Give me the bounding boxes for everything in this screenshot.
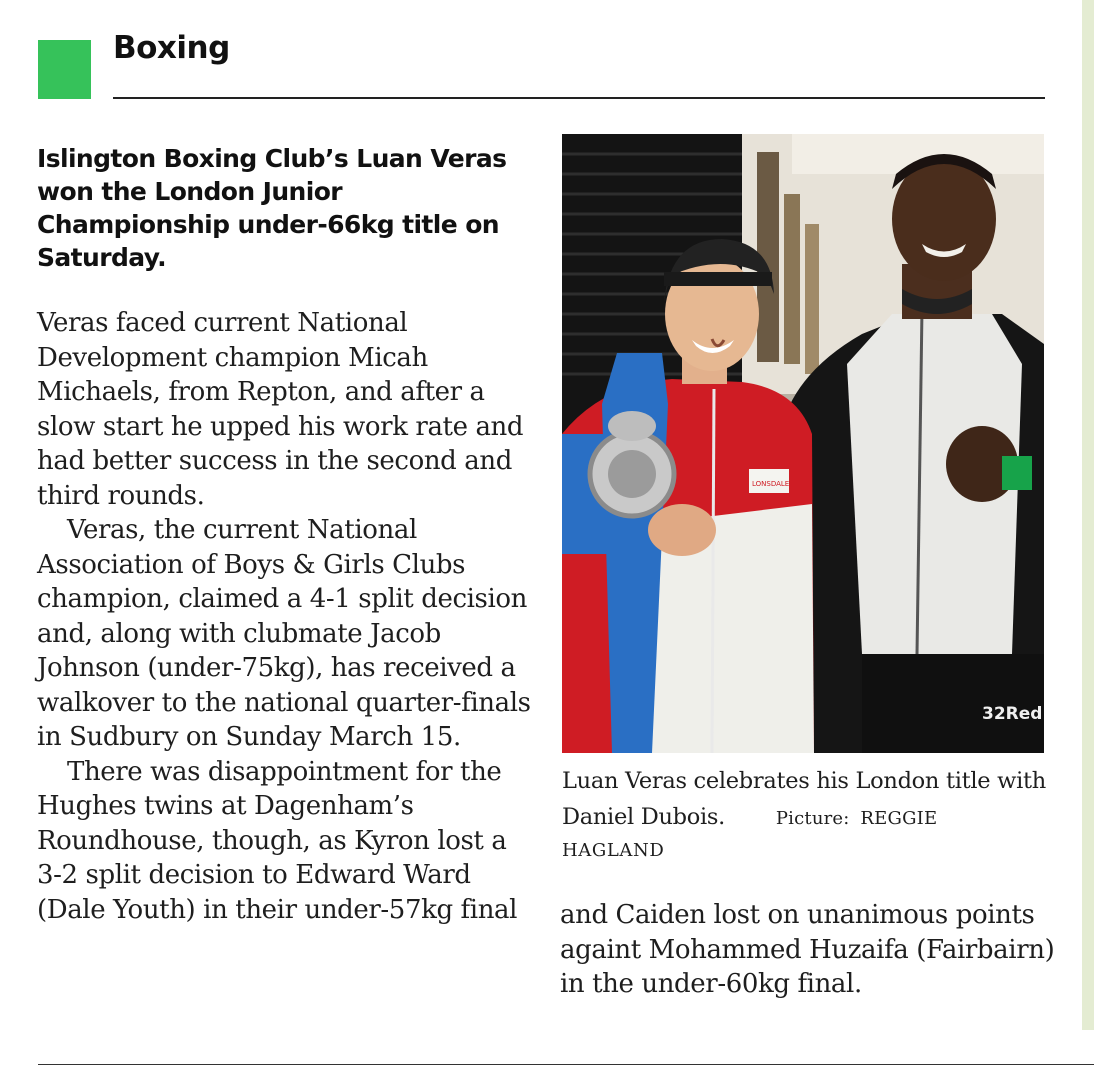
section-marker bbox=[38, 40, 91, 99]
photo-caption bbox=[562, 763, 1052, 865]
boxers-photo bbox=[562, 134, 1044, 753]
bottom-rule bbox=[38, 1064, 1094, 1065]
belt-logo-text: 32Red bbox=[982, 704, 1043, 724]
article-continuation: and Caiden lost on unanimous points againt Mohammed Huzaifa (Fairbairn) in the under-60kg final. bbox=[560, 900, 1055, 999]
header-rule bbox=[113, 97, 1045, 99]
article-paragraph: Veras faced current National Development champion Micah Michaels, from Repton, and after a slow start he upped his work rate and had better success in the second and third rounds. bbox=[37, 308, 524, 511]
photo-credit-label: Picture: bbox=[775, 808, 850, 829]
right-edge-bar bbox=[1082, 0, 1094, 1030]
article-paragraph: There was disappointment for the Hughes twins at Dagenham’s Roundhouse, though, as Kyron lost a 3-2 split decision to Edward Ward (Dale Youth) in their under-57kg final bbox=[37, 756, 518, 925]
article-body bbox=[37, 306, 537, 927]
article-paragraph: Veras, the current National Association of Boys & Girls Clubs champion, claimed a 4-1 split decision and, along with clubmate Jacob Johnson (under-75kg), has received a walkover to the national quarter-finals in Sudbury on Sunday March 15. bbox=[37, 515, 531, 752]
caption-text: Luan Veras celebrates his London title with Daniel Dubois. bbox=[562, 768, 1046, 830]
article-standfirst: Islington Boxing Club’s Luan Veras won the London Junior Championship under-66kg title on Saturday. bbox=[37, 144, 507, 272]
article-left-column bbox=[37, 142, 537, 927]
shirt-badge-text: LONSDALE bbox=[752, 480, 790, 488]
section-title: Boxing bbox=[113, 30, 230, 66]
photo-credit-name: REGGIE bbox=[860, 808, 938, 829]
photo-credit-name-continued: HAGLAND bbox=[562, 840, 665, 861]
